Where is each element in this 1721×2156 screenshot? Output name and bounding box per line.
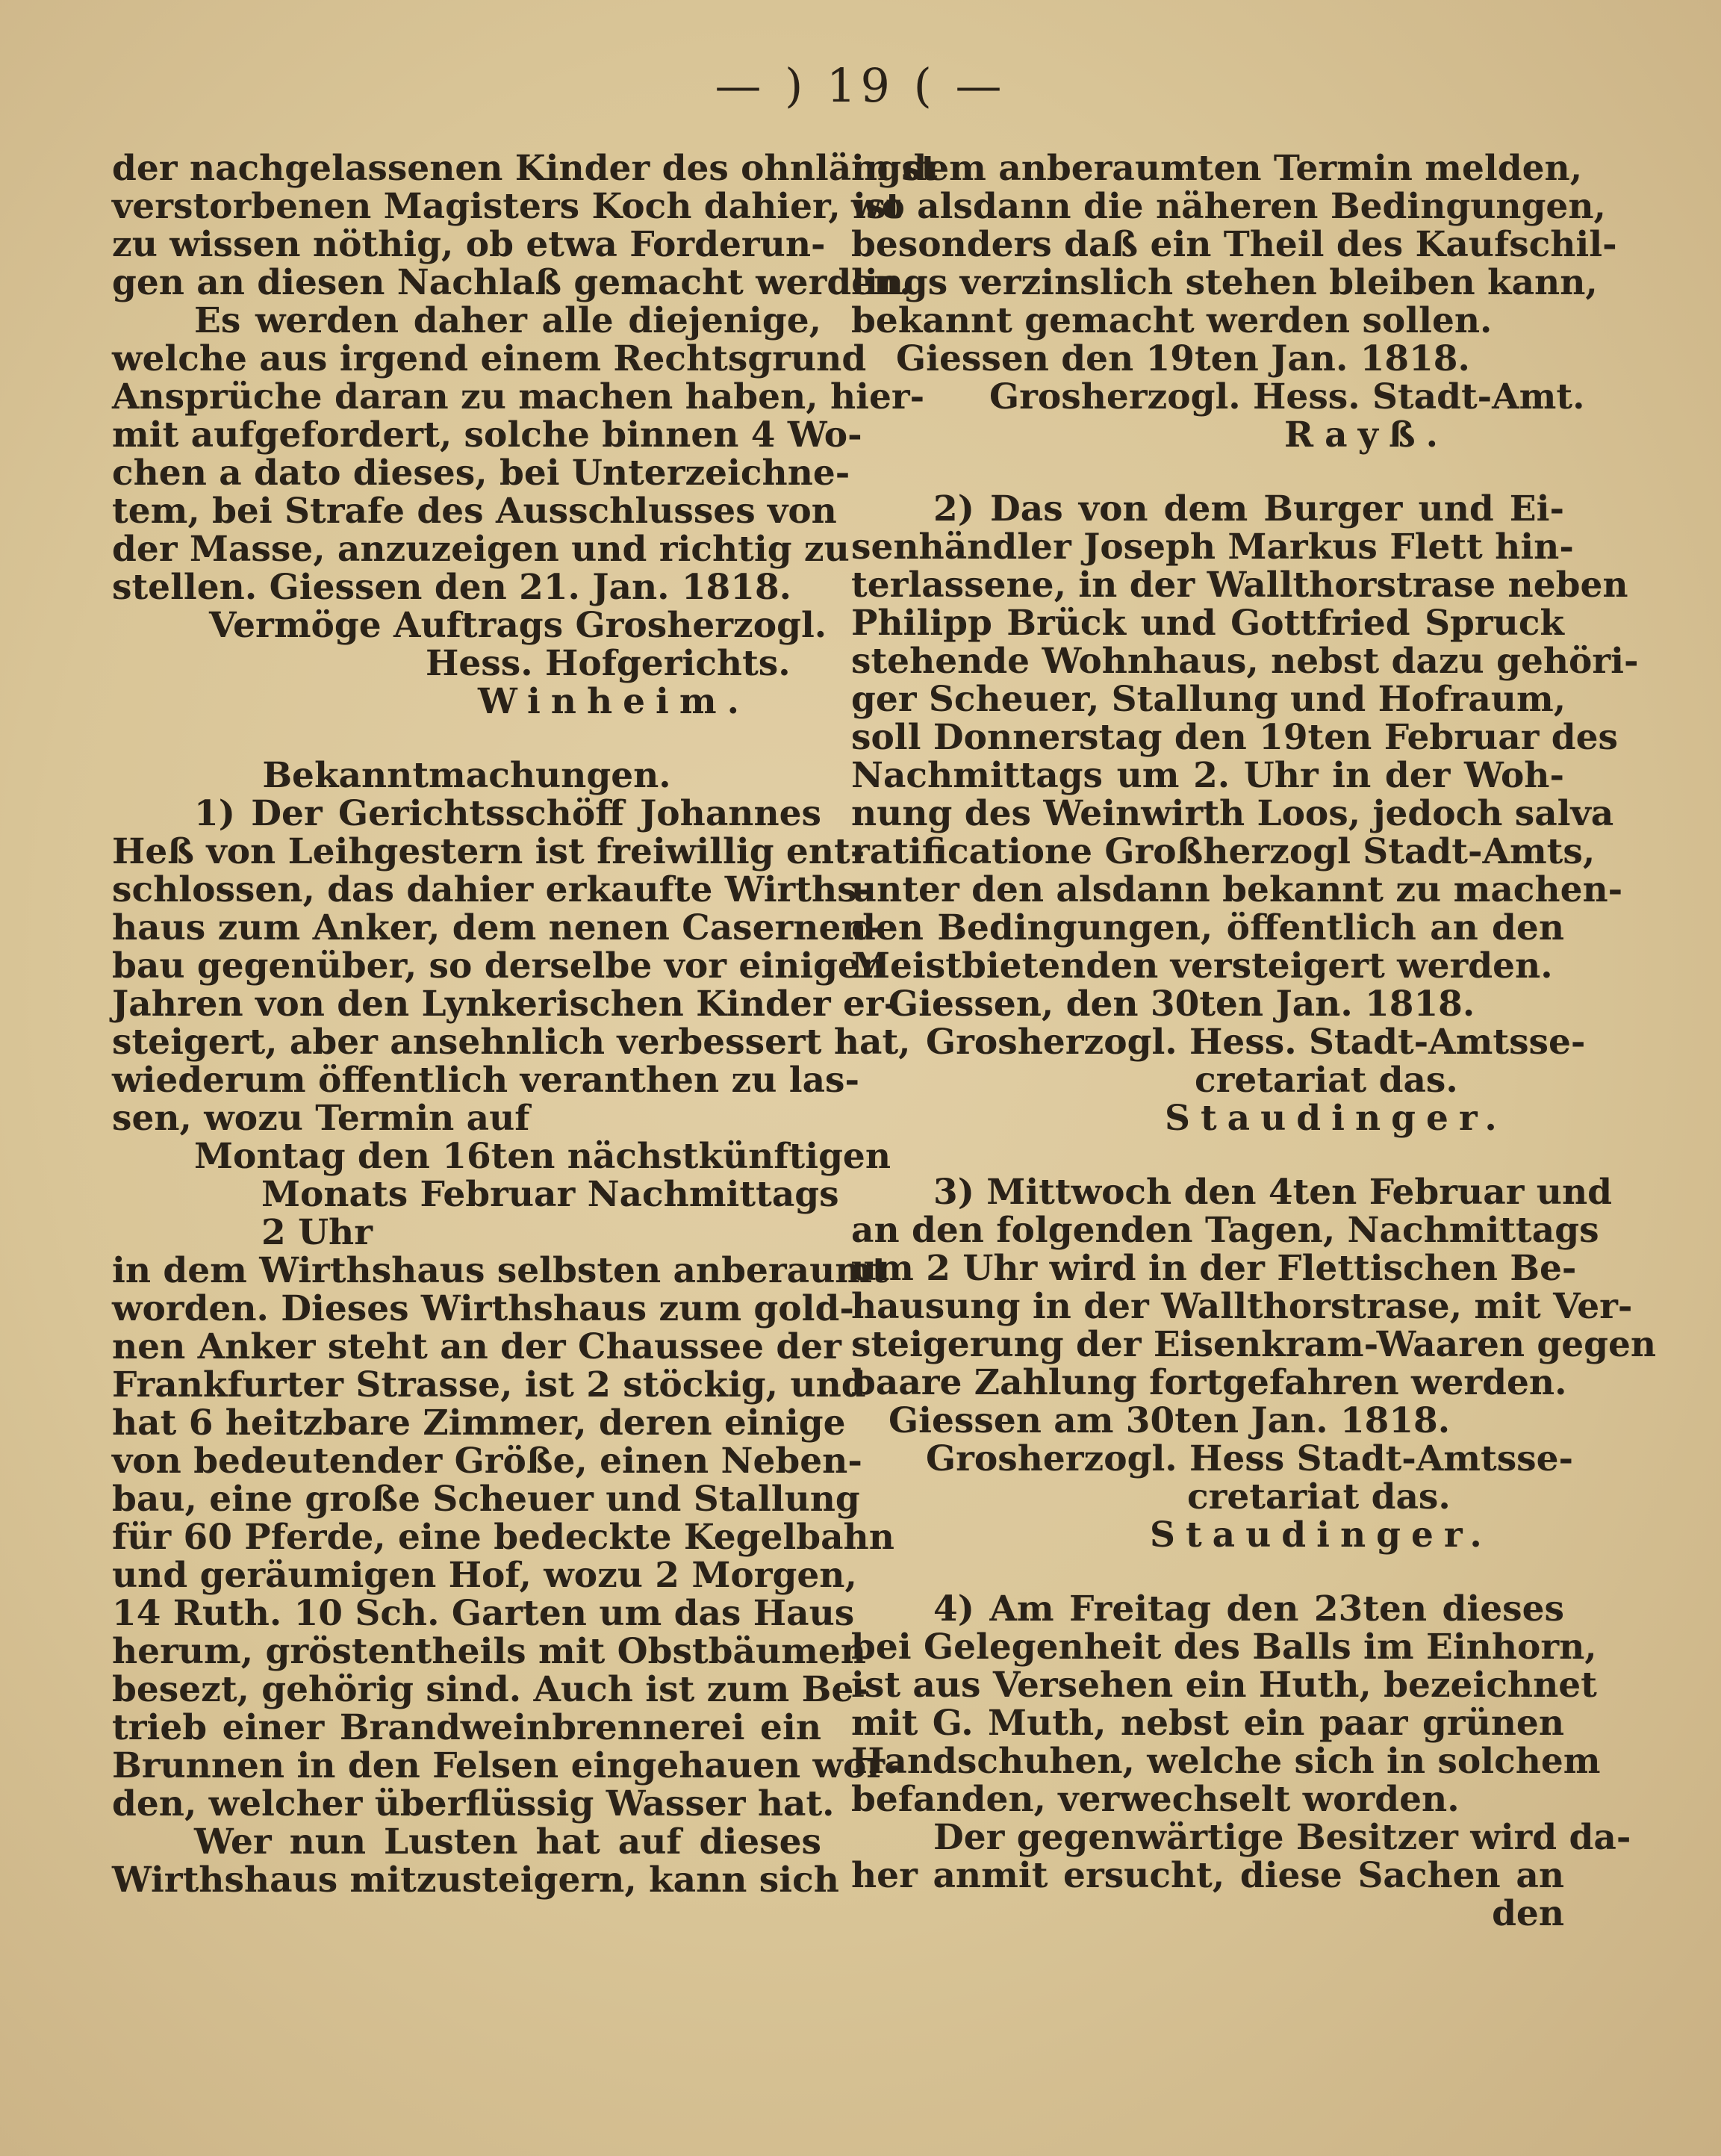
text-line: in dem Wirthshaus selbsten anberaumt — [112, 1250, 888, 1291]
text-line: den Bedingungen, öffentlich an den — [851, 907, 1564, 948]
text-line: 2 Uhr — [261, 1212, 373, 1253]
text-line: wo alsdann die näheren Bedingungen, — [851, 186, 1606, 227]
text-line: nen Anker steht an der Chaussee der — [112, 1326, 841, 1367]
left-column — [112, 148, 938, 1901]
signature-line: Grosherzogl. Hess. Stadt-Amtsse- — [926, 1022, 1586, 1063]
text-line: mit aufgefordert, solche binnen 4 Wo- — [112, 414, 862, 456]
text-line: gen an diesen Nachlaß gemacht werden. — [112, 262, 912, 303]
text-line: um 2 Uhr wird in der Flettischen Be- — [851, 1248, 1577, 1289]
text-line: ratificatione Großherzogl Stadt-Amts, — [851, 831, 1596, 872]
text-line: hat 6 heitzbare Zimmer, deren einige — [112, 1402, 846, 1444]
text-line: Philipp Brück und Gottfried Spruck — [851, 603, 1564, 644]
text-line: 1) Der Gerichtsschöff Johannes — [194, 793, 821, 834]
signature-name: Staudinger. — [1165, 1098, 1507, 1139]
text-line: trieb einer Brandweinbrennerei ein — [112, 1707, 821, 1748]
text-line: schlossen, das dahier erkaufte Wirths- — [112, 869, 872, 910]
text-line: Frankfurter Strasse, ist 2 stöckig, und — [112, 1364, 866, 1405]
text-line: für 60 Pferde, eine bedeckte Kegelbahn — [112, 1517, 894, 1558]
text-line: wiederum öffentlich veranthen zu las- — [112, 1060, 859, 1101]
text-line: Montag den 16ten nächstkünftigen — [194, 1136, 891, 1177]
text-line: Jahren von den Lynkerischen Kinder er- — [112, 984, 899, 1025]
text-line: Ansprüche daran zu machen haben, hier- — [112, 376, 925, 417]
text-line: Der gegenwärtige Besitzer wird da- — [933, 1817, 1631, 1858]
text-line: baare Zahlung fortgefahren werden. — [851, 1362, 1567, 1403]
text-line: 3) Mittwoch den 4ten Februar und — [933, 1172, 1612, 1213]
text-line: zu wissen nöthig, ob etwa Forderun- — [112, 224, 826, 265]
signature-name: Winheim. — [478, 681, 750, 722]
right-column — [851, 148, 1657, 1934]
text-line: Nachmittags um 2. Uhr in der Woh- — [851, 755, 1564, 796]
text-line: ger Scheuer, Stallung und Hofraum, — [851, 679, 1566, 720]
page-number-header: — ) 19 ( — — [715, 58, 1006, 113]
text-line: mit G. Muth, nebst ein paar grünen — [851, 1703, 1564, 1744]
dateline: Giessen, den 30ten Jan. 1818. — [888, 984, 1475, 1025]
text-line: nung des Weinwirth Loos, jedoch salva — [851, 793, 1614, 834]
text-line: stellen. Giessen den 21. Jan. 1818. — [112, 567, 792, 608]
text-line: befanden, verwechselt worden. — [851, 1779, 1460, 1820]
text-line: worden. Dieses Wirthshaus zum gold- — [112, 1288, 854, 1329]
text-line: stehende Wohnhaus, nebst dazu gehöri- — [851, 641, 1639, 682]
section-heading: Bekanntmachungen. — [262, 755, 671, 796]
signature-name: Staudinger. — [1150, 1515, 1493, 1556]
signature-line: Grosherzogl. Hess. Stadt-Amt. — [989, 376, 1585, 417]
text-line: bau gegenüber, so derselbe vor einigen — [112, 945, 886, 987]
signature-line: Hess. Hofgerichts. — [426, 643, 791, 684]
text-line: der nachgelassenen Kinder des ohnlängst — [112, 148, 938, 189]
text-line: senhändler Joseph Markus Flett hin- — [851, 526, 1574, 568]
text-line: steigerung der Eisenkram-Waaren gegen — [851, 1324, 1657, 1365]
text-line: lings verzinslich stehen bleiben kann, — [851, 262, 1598, 303]
text-line: soll Donnerstag den 19ten Februar des — [851, 717, 1619, 758]
signature-line: Grosherzogl. Hess Stadt-Amtsse- — [926, 1438, 1574, 1479]
text-line: herum, gröstentheils mit Obstbäumen — [112, 1631, 866, 1672]
text-line: ist aus Versehen ein Huth, bezeichnet — [851, 1665, 1597, 1706]
text-line: Wirthshaus mitzusteigern, kann sich — [112, 1860, 839, 1901]
text-line: Handschuhen, welche sich in solchem — [851, 1741, 1601, 1782]
text-line: hausung in der Wallthorstrase, mit Ver- — [851, 1286, 1633, 1327]
dateline: Giessen am 30ten Jan. 1818. — [888, 1400, 1451, 1441]
text-line: Brunnen in den Felsen eingehauen wor- — [112, 1745, 900, 1786]
text-line: sen, wozu Termin auf — [112, 1098, 530, 1139]
text-line: in dem anberaumten Termin melden, — [851, 148, 1583, 189]
signature-line: cretariat das. — [1195, 1060, 1458, 1101]
text-line: tem, bei Strafe des Ausschlusses von — [112, 491, 837, 532]
text-line: Monats Februar Nachmittags — [261, 1174, 839, 1215]
text-line: den, welcher überflüssig Wasser hat. — [112, 1783, 835, 1824]
signature-line: Vermöge Auftrags Grosherzogl. — [209, 605, 827, 646]
text-line: besonders daß ein Theil des Kaufschil- — [851, 224, 1617, 265]
text-line: steigert, aber ansehnlich verbessert hat, — [112, 1022, 911, 1063]
text-line: besezt, gehörig sind. Auch ist zum Be- — [112, 1669, 868, 1710]
signature-line: cretariat das. — [1187, 1476, 1451, 1517]
text-line: verstorbenen Magisters Koch dahier, ist — [112, 186, 903, 227]
text-line: Meistbietenden versteigert werden. — [851, 945, 1553, 987]
text-line: unter den alsdann bekannt zu machen- — [851, 869, 1623, 910]
text-line: haus zum Anker, dem nenen Casernen- — [112, 907, 882, 948]
text-line: bekannt gemacht werden sollen. — [851, 300, 1493, 341]
signature-name: Rayß. — [1284, 414, 1448, 456]
text-line: Wer nun Lusten hat auf dieses — [194, 1821, 821, 1863]
text-line: und geräumigen Hof, wozu 2 Morgen, — [112, 1555, 857, 1596]
dateline: Giessen den 19ten Jan. 1818. — [896, 338, 1470, 379]
text-line: terlassene, in der Wallthorstrase neben — [851, 565, 1628, 606]
text-line: der Masse, anzuzeigen und richtig zu — [112, 529, 850, 570]
text-line: bau, eine große Scheuer und Stallung — [112, 1479, 860, 1520]
text-line: chen a dato dieses, bei Unterzeichne- — [112, 453, 850, 494]
text-line: von bedeutender Größe, einen Neben- — [112, 1441, 862, 1482]
text-line: her anmit ersucht, diese Sachen an — [851, 1855, 1564, 1896]
text-line: welche aus irgend einem Rechtsgrund — [112, 338, 867, 379]
text-line: 2) Das von dem Burger und Ei- — [933, 488, 1564, 529]
text-line: 4) Am Freitag den 23ten dieses — [933, 1588, 1564, 1630]
text-line: bei Gelegenheit des Balls im Einhorn, — [851, 1627, 1597, 1668]
text-line: 14 Ruth. 10 Sch. Garten um das Haus — [112, 1593, 855, 1634]
catchword: den — [1492, 1893, 1564, 1934]
text-line: an den folgenden Tagen, Nachmittags — [851, 1210, 1599, 1251]
text-line: Heß von Leihgestern ist freiwillig ent- — [112, 831, 865, 872]
text-line: Es werden daher alle diejenige, — [194, 300, 821, 341]
